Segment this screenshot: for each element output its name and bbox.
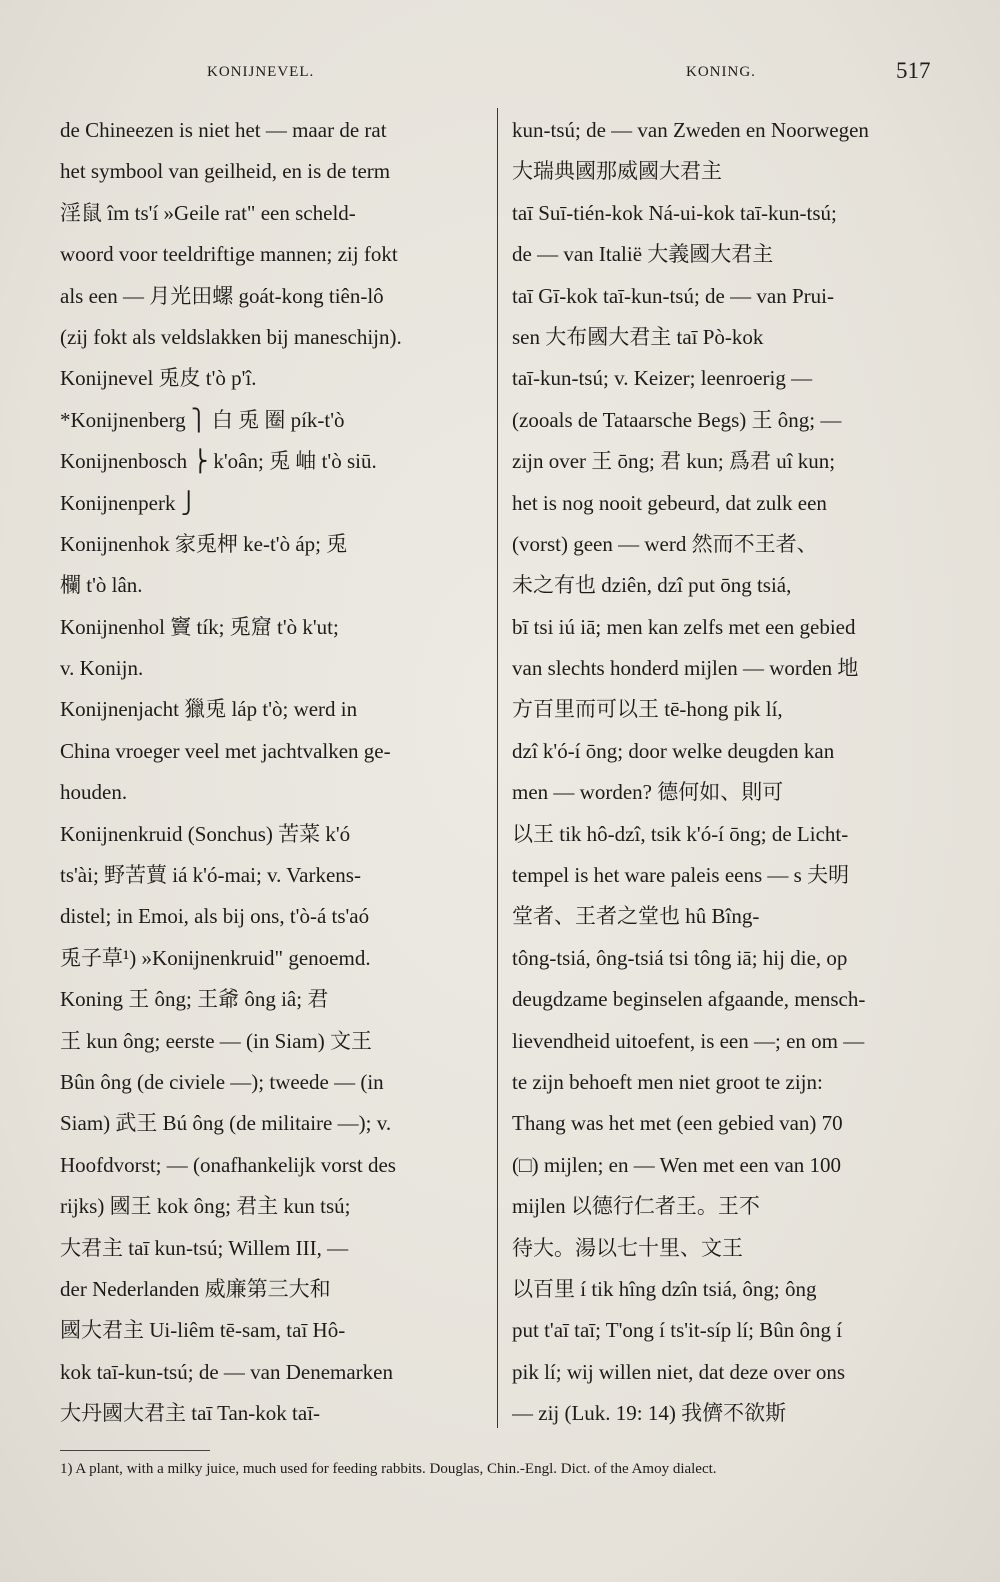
left-column-line: Konijnenperk ⎭ xyxy=(60,490,197,515)
right-column-line: lievendheid uitoefent, is een —; en om — xyxy=(512,1028,865,1053)
right-column-line: het is nog nooit gebeurd, dat zulk een xyxy=(512,490,827,515)
page-number: 517 xyxy=(896,58,931,83)
right-column-line: 方百里而可以王 tē-hong pik lí, xyxy=(512,697,783,722)
right-column-line: te zijn behoeft men niet groot te zijn: xyxy=(512,1069,823,1094)
left-column-line: 欄 t'ò lân. xyxy=(60,573,143,598)
left-column-line: 國大君主 Ui-liêm tē-sam, taī Hô- xyxy=(60,1318,346,1343)
right-column-line: men — worden? 德何如、則可 xyxy=(512,780,784,805)
left-column-line: de Chineezen is niet het — maar de rat xyxy=(60,118,387,142)
left-column-line: (zij fokt als veldslakken bij maneschijn). xyxy=(60,324,402,349)
right-column-line: dzî k'ó-í ōng; door welke deugden kan xyxy=(512,738,835,763)
left-column-line: distel; in Emoi, als bij ons, t'ò-á ts'aó xyxy=(60,904,370,929)
left-column-line: v. Konijn. xyxy=(60,656,144,681)
right-column xyxy=(512,110,944,1435)
right-column-line: 大瑞典國那威國大君主 xyxy=(512,159,722,184)
running-head-right: KONING. xyxy=(686,64,756,80)
right-column-line: (zooals de Tataarsche Begs) 王 ông; — xyxy=(512,407,842,432)
left-column-line: Konijnevel 兎皮 t'ò p'î. xyxy=(60,366,257,391)
left-column-line: 大丹國大君主 taī Tan-kok taī- xyxy=(60,1401,321,1426)
right-column-line: 未之有也 dziên, dzî put ōng tsiá, xyxy=(512,573,792,598)
left-column-line: houden. xyxy=(60,780,128,805)
right-column-line: taī-kun-tsú; v. Keizer; leenroerig — xyxy=(512,366,813,391)
right-column-line: mijlen 以德行仁者王。王不 xyxy=(512,1194,760,1219)
right-column-line: (□) mijlen; en — Wen met een van 100 xyxy=(512,1152,842,1177)
right-column-line: taī Suī-tién-kok Ná-ui-kok taī-kun-tsú; xyxy=(512,200,837,225)
left-column-line: Konijnenbosch ⎬ k'oân; 兎 岫 t'ò siū. xyxy=(60,449,377,474)
right-column-line: taī Gī-kok taī-kun-tsú; de — van Prui- xyxy=(512,283,834,308)
left-column-line: ts'ài; 野苦蕒 iá k'ó-mai; v. Varkens- xyxy=(60,863,361,888)
left-column-line: het symbool van geilheid, en is de term xyxy=(60,159,391,184)
left-column-line: Konijnenkruid (Sonchus) 苦菜 k'ó xyxy=(60,821,351,846)
running-head-left: KONIJNEVEL. xyxy=(207,64,315,80)
left-column-line: Siam) 武王 Bú ông (de militaire —); v. xyxy=(60,1111,392,1136)
right-column-line: 以百里 í tik hîng dzîn tsiá, ông; ông xyxy=(512,1276,817,1301)
left-column-line: Konijnenhol 竇 tík; 兎窟 t'ò k'ut; xyxy=(60,614,339,639)
left-column-line: 大君主 taī kun-tsú; Willem III, — xyxy=(60,1235,349,1260)
running-header xyxy=(0,58,1000,88)
left-column-line: Koning 王 ông; 王爺 ông iâ; 君 xyxy=(60,987,329,1012)
right-column-line: bī tsi iú iā; men kan zelfs met een gebied xyxy=(512,614,856,639)
left-column-line: *Konijnenberg ⎫ 白 兎 圈 pík-t'ò xyxy=(60,407,345,432)
right-column-line: van slechts honderd mijlen — worden 地 xyxy=(512,656,859,681)
left-column-line: 王 kun ông; eerste — (in Siam) 文王 xyxy=(60,1028,373,1053)
left-column-line: Bûn ông (de civiele —); tweede — (in xyxy=(60,1069,384,1094)
footnote: 1) A plant, with a milky juice, much used for feeding rabbits. Douglas, Chin.-Engl. Dict. of the Amoy dialect. xyxy=(60,1461,717,1477)
right-column-line: (vorst) geen — werd 然而不王者、 xyxy=(512,531,818,556)
right-column-line: pik lí; wij willen niet, dat deze over ons xyxy=(512,1359,846,1384)
right-column-line: 堂者、王者之堂也 hû Bîng- xyxy=(512,904,760,929)
left-column xyxy=(60,110,488,1435)
right-column-line: de — van Italië 大義國大君主 xyxy=(512,242,774,267)
left-column-line: Konijnenjacht 獵兎 láp t'ò; werd in xyxy=(60,697,358,722)
right-column-line: tông-tsiá, ông-tsiá tsi tông iā; hij die, op xyxy=(512,945,848,970)
left-column-line: Konijnenhok 家兎柙 ke-t'ò áp; 兎 xyxy=(60,531,348,556)
right-column-line: put t'aī taī; T'ong í ts'it-síp lí; Bûn ông í xyxy=(512,1318,843,1343)
right-column-line: Thang was het met (een gebied van) 70 xyxy=(512,1111,843,1136)
column-divider xyxy=(497,108,498,1428)
left-column-line: China vroeger veel met jachtvalken ge- xyxy=(60,738,391,763)
left-column-line: Hoofdvorst; — (onafhankelijk vorst des xyxy=(60,1152,396,1177)
left-column-line: der Nederlanden 威廉第三大和 xyxy=(60,1276,331,1301)
right-column-line: kun-tsú; de — van Zweden en Noorwegen xyxy=(512,118,869,142)
left-column-line: woord voor teeldriftige mannen; zij fokt xyxy=(60,242,398,267)
footnote-rule xyxy=(60,1450,210,1451)
right-column-line: 以王 tik hô-dzî, tsik k'ó-í ōng; de Licht- xyxy=(512,821,849,846)
right-column-line: tempel is het ware paleis eens — s 夫明 xyxy=(512,863,850,888)
right-column-line: — zij (Luk. 19: 14) 我儕不欲斯 xyxy=(512,1401,787,1426)
left-column-line: als een — 月光田螺 goát-kong tiên-lô xyxy=(60,283,384,308)
right-column-line: zijn over 王 ōng; 君 kun; 爲君 uî kun; xyxy=(512,449,836,474)
right-column-line: 待大。湯以七十里、文王 xyxy=(512,1235,743,1260)
left-column-line: rijks) 國王 kok ông; 君主 kun tsú; xyxy=(60,1194,351,1219)
left-column-line: 淫鼠 îm ts'í »Geile rat" een scheld- xyxy=(60,200,356,225)
right-column-line: sen 大布國大君主 taī Pò-kok xyxy=(512,324,764,349)
left-column-line: kok taī-kun-tsú; de — van Denemarken xyxy=(60,1359,393,1384)
left-column-line: 兎子草¹) »Konijnenkruid" genoemd. xyxy=(60,945,371,970)
right-column-line: deugdzame beginselen afgaande, mensch- xyxy=(512,987,866,1012)
